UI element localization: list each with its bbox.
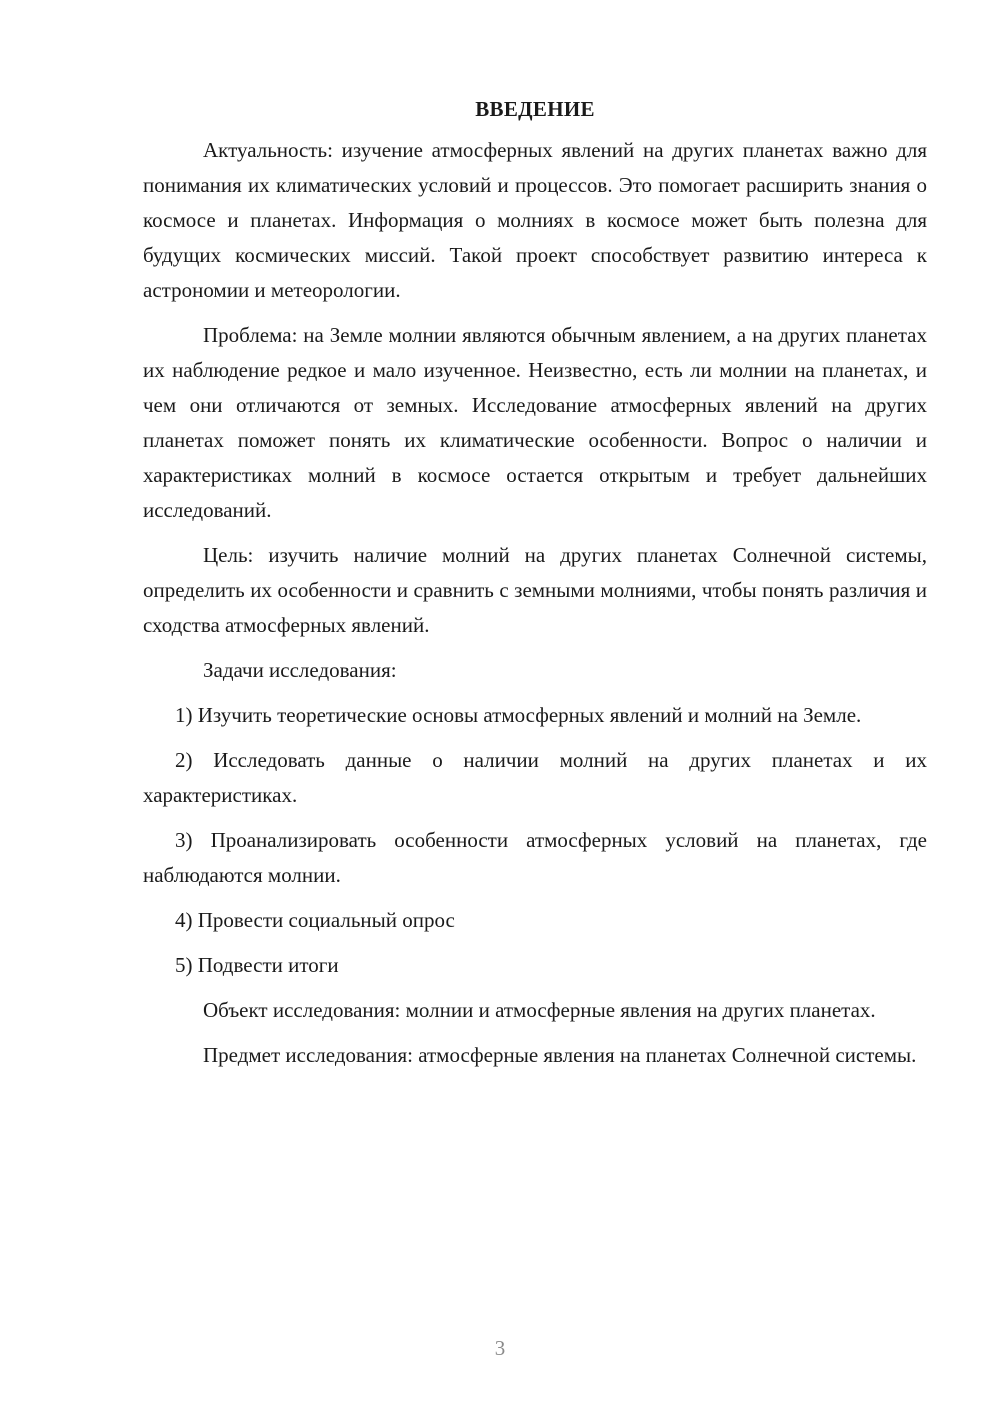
paragraph-goal: Цель: изучить наличие молний на других планетах Солнечной системы, определить их особенности и сравнить с земными молниями, чтобы понять различия и сходства атмосферных явлений. [143, 543, 927, 637]
task-item-2: 2) Исследовать данные о наличии молний на других планетах и их характеристиках. [143, 748, 927, 807]
tasks-heading: Задачи исследования: [203, 658, 397, 682]
page-content [143, 92, 927, 1083]
paragraph-object: Объект исследования: молнии и атмосферные явления на других планетах. [203, 998, 876, 1022]
task-item-3: 3) Проанализировать особенности атмосферных условий на планетах, где наблюдаются молнии. [143, 828, 927, 887]
page-title: ВВЕДЕНИЕ [475, 97, 595, 121]
task-item-4: 4) Провести социальный опрос [175, 908, 455, 932]
paragraph-relevance: Актуальность: изучение атмосферных явлений на других планетах важно для понимания их климатических условий и процессов. Это помогает расширить знания о космосе и планетах. Информация о молниях в космосе может быть полезна для будущих космических миссий. Такой проект способствует развитию интереса к астрономии и метеорологии. [143, 138, 927, 302]
paragraph-problem: Проблема: на Земле молнии являются обычным явлением, а на других планетах их наблюдение редкое и мало изученное. Неизвестно, есть ли молнии на планетах, и чем они отличаются от земных. Исследование атмосферных явлений на других планетах поможет понять их климатические особенности. Вопрос о наличии и характеристиках молний в космосе остается открытым и требует дальнейших исследований. [143, 323, 927, 522]
task-item-5: 5) Подвести итоги [175, 953, 339, 977]
page-number: 3 [494, 1336, 506, 1360]
task-item-1: 1) Изучить теоретические основы атмосферных явлений и молний на Земле. [175, 703, 862, 727]
paragraph-subject: Предмет исследования: атмосферные явления на планетах Солнечной системы. [203, 1043, 917, 1067]
